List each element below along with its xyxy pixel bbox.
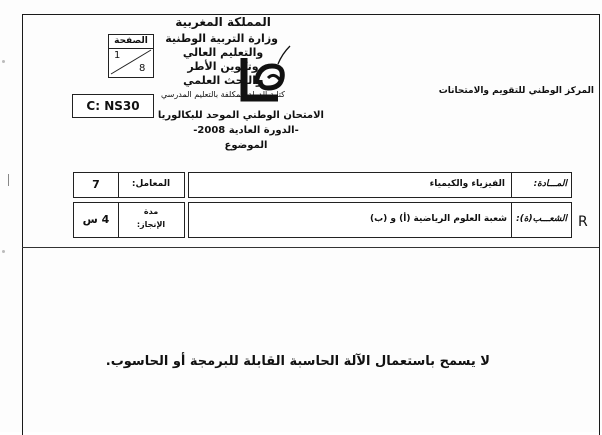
coefficient-value: 7: [92, 178, 100, 191]
branch-value: شعبة العلوم الرياضية (أ) و (ب): [369, 214, 507, 224]
exam-code-box: [72, 94, 154, 118]
material-divider: [511, 173, 512, 197]
material-label: المـــادة:: [533, 179, 567, 189]
margin-tick: [8, 174, 15, 186]
branch-label: الشعـــب(ة):: [516, 214, 567, 224]
page-number-box: [108, 34, 154, 78]
calculator-notice: لا يسمح باستعمال الآلة الحاسبة القابلة للبرمجة أو الحاسوب.: [105, 354, 490, 369]
header-separator: [22, 247, 599, 248]
exam-session: -الدورة العادية 2008-: [193, 125, 299, 136]
scan-speck: [2, 250, 5, 253]
duration-label-line-2: الإنجاز:: [136, 220, 166, 229]
duration-box: [73, 202, 185, 238]
coefficient-box: [73, 172, 185, 198]
duration-divider: [118, 203, 119, 237]
page-label: الصفحة: [114, 36, 148, 46]
ministry-line-3: وتكوين الأطر: [187, 60, 259, 73]
national-center-name: المركز الوطني للتقويم والامتحانات: [438, 86, 594, 96]
material-value: الفيزياء والكيمياء: [429, 179, 505, 189]
margin-letter: R: [578, 214, 588, 230]
coefficient-label: المعامل:: [131, 179, 171, 189]
branch-box: [188, 202, 572, 238]
branch-divider: [511, 203, 512, 237]
page-total: 8: [139, 63, 146, 74]
ministry-line-2: والتعليم العالي: [182, 46, 264, 59]
exam-title: الامتحان الوطني الموحد للبكالوريا: [157, 110, 324, 121]
exam-code: C: NS30: [86, 99, 140, 113]
duration-value: 4 س: [82, 213, 110, 226]
coefficient-divider: [118, 173, 119, 197]
scan-speck: [2, 60, 5, 63]
subject-heading: الموضوع: [224, 140, 268, 151]
duration-label-line-1: مدة: [143, 207, 159, 216]
page-current: 1: [114, 50, 121, 61]
secretariat-line: كتابة الدولة المكلفة بالتعليم المدرسي: [161, 90, 285, 99]
material-box: [188, 172, 572, 198]
national-center-logo: [238, 40, 308, 102]
kingdom-title: المملكة المغربية: [175, 15, 271, 29]
ministry-line-1: وزارة التربية الوطنية: [165, 32, 278, 45]
ministry-line-4: والبحث العلمي: [183, 74, 263, 87]
